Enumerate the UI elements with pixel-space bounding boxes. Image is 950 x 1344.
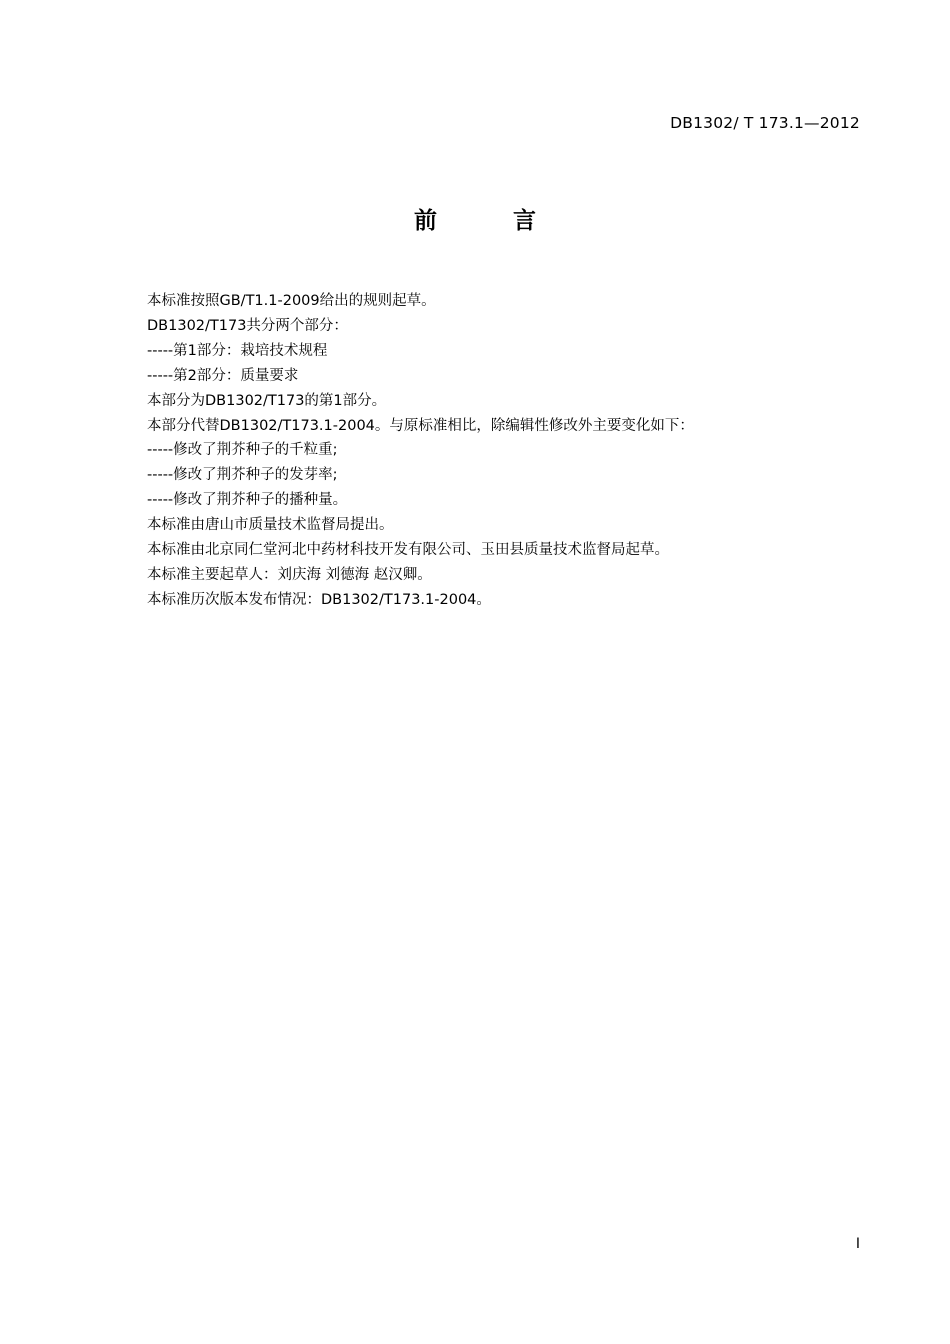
foreword-line: -----修改了荆芥种子的千粒重; xyxy=(147,442,338,459)
foreword-line: 本标准由北京同仁堂河北中药材科技开发有限公司、玉田县质量技术监督局起草。 xyxy=(147,542,669,559)
foreword-line: 本标准历次版本发布情况：DB1302/T173.1-2004。 xyxy=(147,591,491,608)
foreword-line: -----修改了荆芥种子的播种量。 xyxy=(147,492,348,509)
foreword-body xyxy=(147,289,847,613)
foreword-line: 本标准主要起草人：刘庆海 刘德海 赵汉卿。 xyxy=(147,566,432,583)
foreword-line: 本部分代替DB1302/T173.1-2004。与原标准相比，除编辑性修改外主要变化如下： xyxy=(147,417,694,434)
page-number: I xyxy=(855,1236,860,1252)
foreword-line: 本部分为DB1302/T173的第1部分。 xyxy=(147,392,387,409)
standard-code: DB1302/ T 173.1—2012 xyxy=(670,114,860,132)
foreword-line: 本标准由唐山市质量技术监督局提出。 xyxy=(147,517,394,534)
foreword-line: -----第1部分：栽培技术规程 xyxy=(147,342,328,359)
foreword-line: -----第2部分：质量要求 xyxy=(147,367,299,384)
page-title: 前 言 xyxy=(413,208,570,234)
foreword-line: DB1302/T173共分两个部分： xyxy=(147,317,348,334)
foreword-line: 本标准按照GB/T1.1-2009给出的规则起草。 xyxy=(147,293,436,309)
foreword-line: -----修改了荆芥种子的发芽率; xyxy=(147,467,338,484)
